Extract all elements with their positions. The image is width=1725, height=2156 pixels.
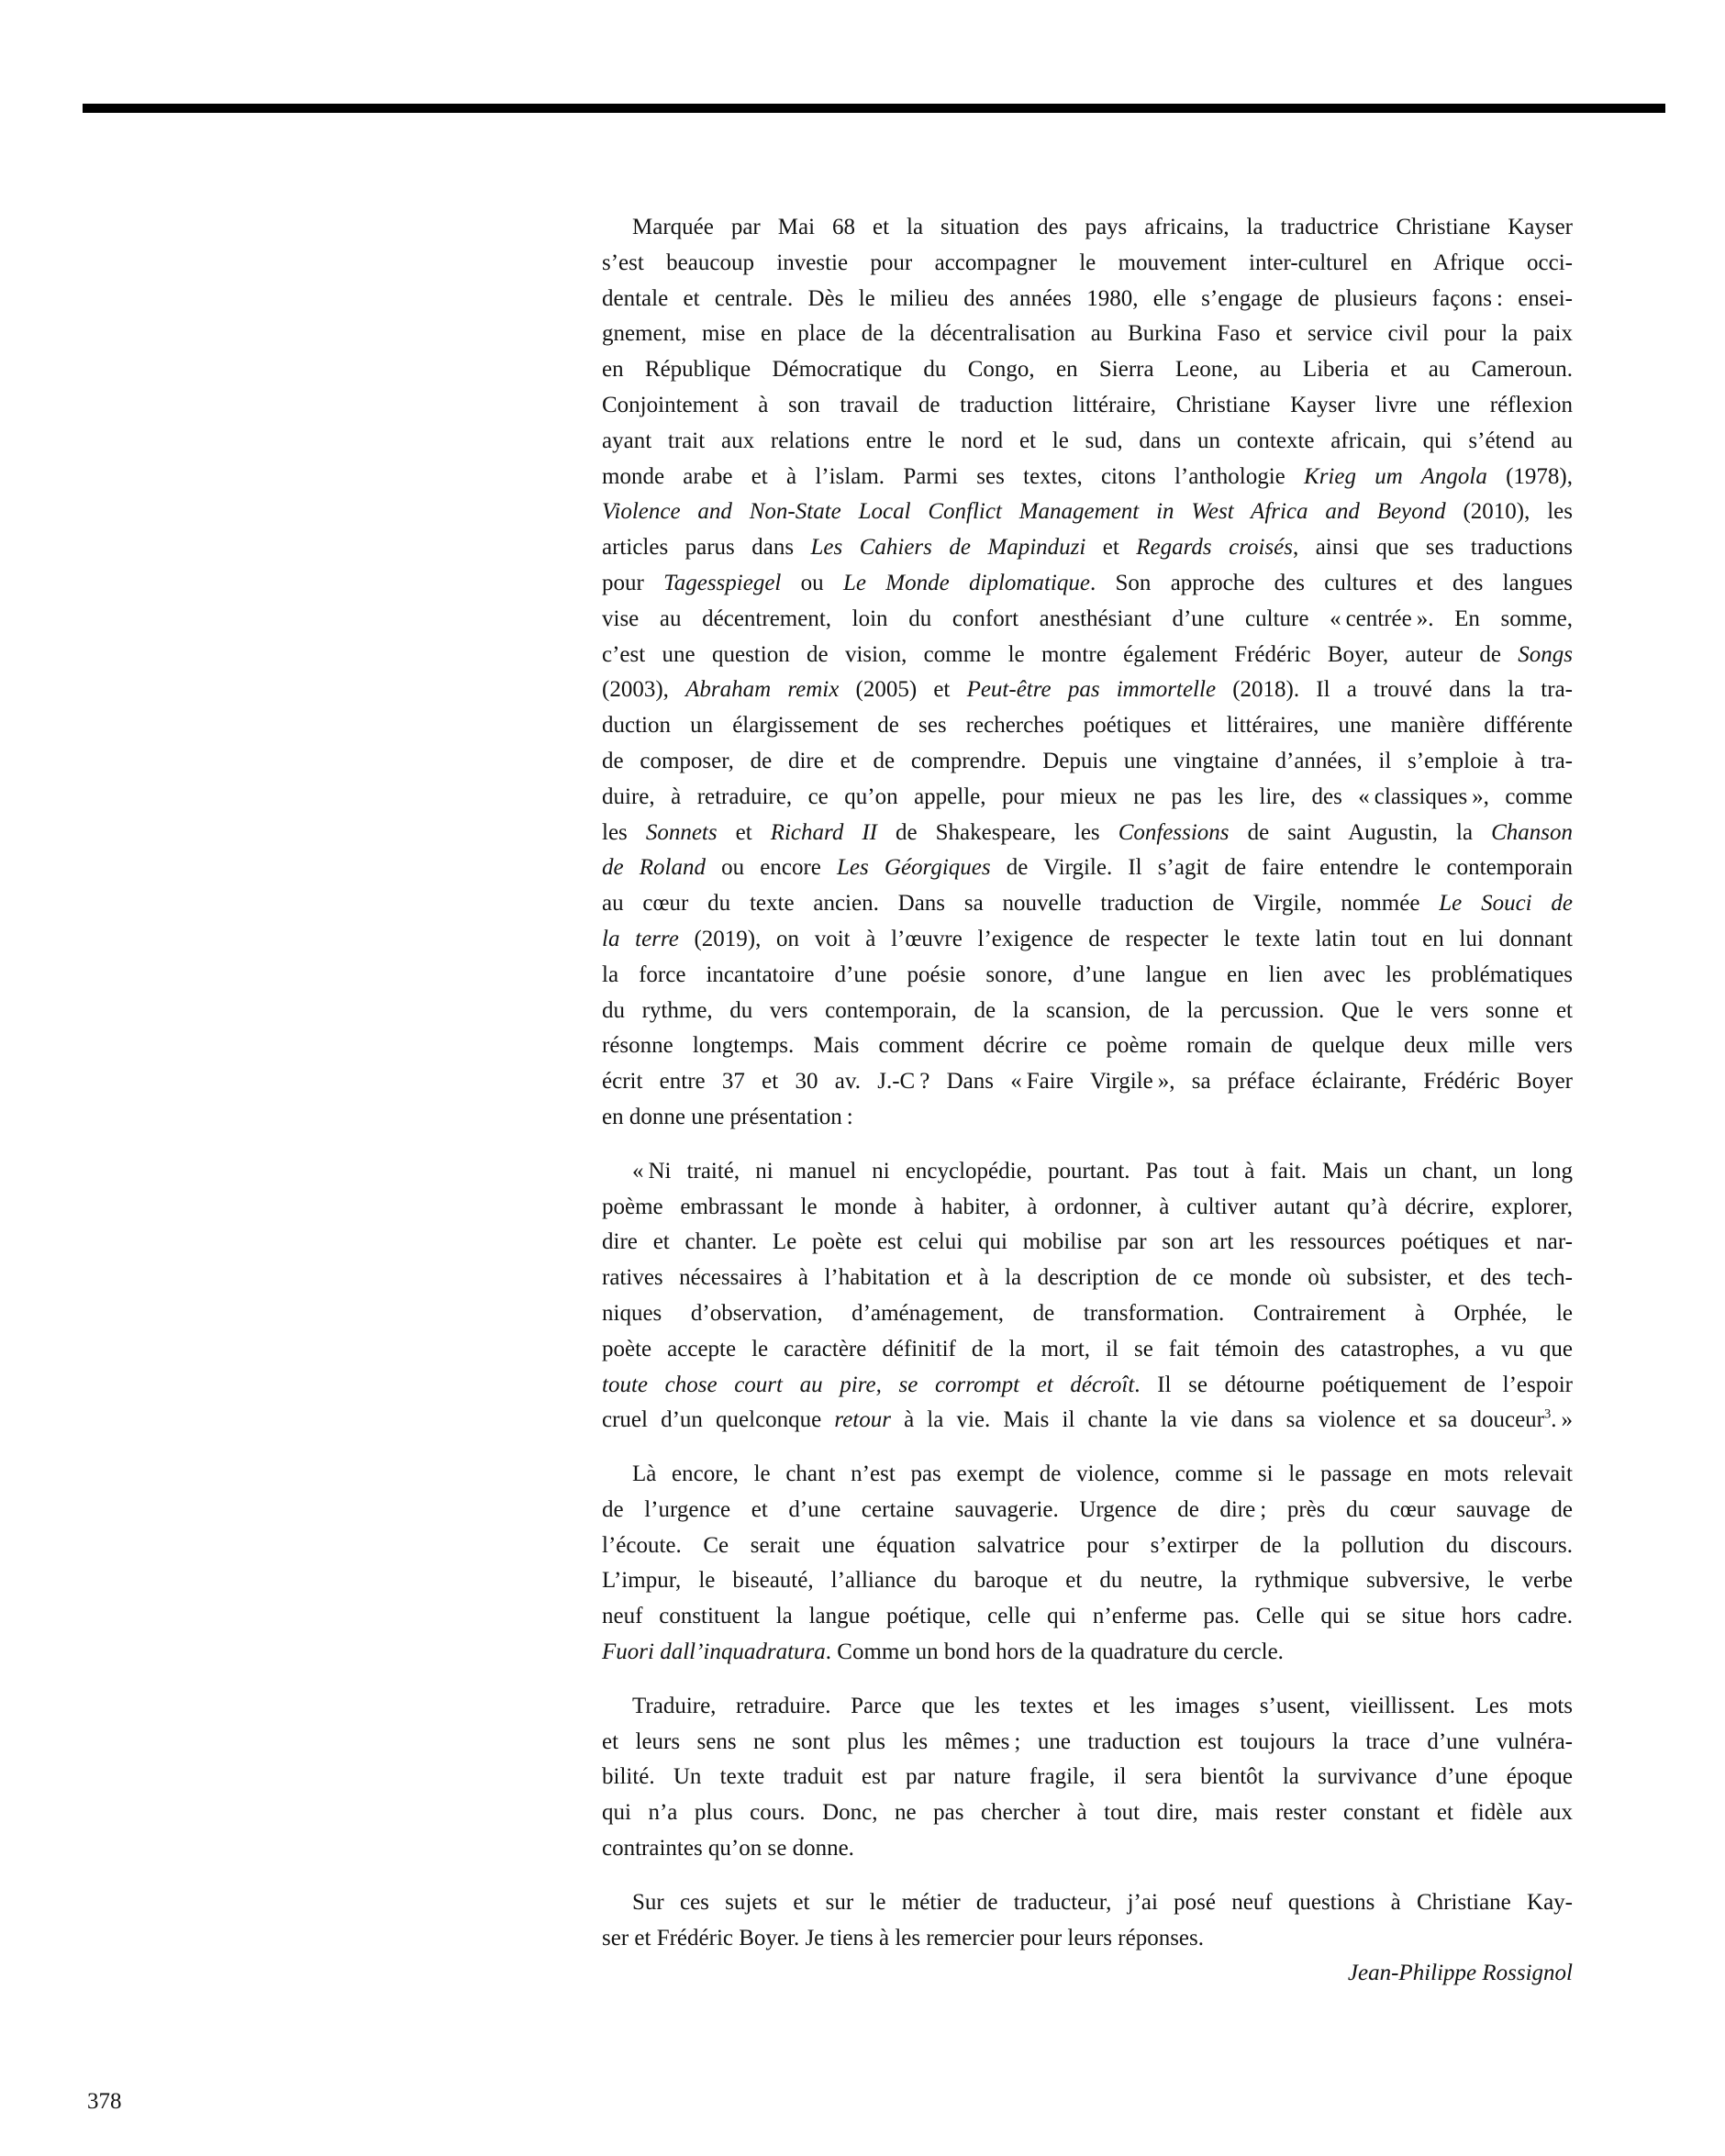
text-line: articles parus dans Les Cahiers de Mapinduzi et Regards croisés, ainsi que ses traductions xyxy=(602,535,1574,561)
text-line: s’est beaucoup investie pour accompagner le mouvement inter-culturel en Afrique occi- xyxy=(602,250,1573,275)
text-line: ser et Frédéric Boyer. Je tiens à les remercier pour leurs réponses. xyxy=(602,1925,1205,1950)
text-line: monde arabe et à l’islam. Parmi ses textes, citons l’anthologie Krieg um Angola (1978), xyxy=(602,463,1573,489)
text-line: résonne longtemps. Mais comment décrire ce poème romain de quelque deux mille vers xyxy=(602,1033,1573,1059)
text-line: de composer, de dire et de comprendre. Depuis une vingtaine d’années, il s’emploie à tra- xyxy=(602,748,1573,773)
text-line: contraintes qu’on se donne. xyxy=(602,1836,854,1861)
paragraph xyxy=(602,1457,1573,1671)
text-line: en République Démocratique du Congo, en Sierra Leone, au Liberia et au Cameroun. xyxy=(602,357,1573,383)
text-line: bilité. Un texte traduit est par nature fragile, il sera bientôt la survivance d’une époque xyxy=(602,1764,1573,1790)
text-line: du rythme, du vers contemporain, de la scansion, de la percussion. Que le vers sonne et xyxy=(602,997,1573,1023)
signature: Jean-Philippe Rossignol xyxy=(1347,1961,1573,1986)
text-line: vise au décentrement, loin du confort anesthésiant d’une culture « centrée ». En somme, xyxy=(602,606,1573,631)
text-line: poème embrassant le monde à habiter, à ordonner, à cultiver autant qu’à décrire, explorer, xyxy=(602,1194,1573,1219)
text-line: ratives nécessaires à l’habitation et à la description de ce monde où subsister, et des tech- xyxy=(602,1265,1573,1291)
paragraph xyxy=(602,210,1573,1136)
paragraph xyxy=(602,1154,1573,1439)
text-line: de l’urgence et d’une certaine sauvagerie. Urgence de dire ; près du cœur sauvage de xyxy=(602,1496,1573,1522)
text-line: Marquée par Mai 68 et la situation des pays africains, la traductrice Christiane Kayser xyxy=(632,215,1573,239)
text-line: dire et chanter. Le poète est celui qui mobilise par son art les ressources poétiques et nar- xyxy=(602,1229,1573,1255)
text-line: Conjointement à son travail de traduction littéraire, Christiane Kayser livre une réflexion xyxy=(602,392,1573,417)
text-line: ayant trait aux relations entre le nord et le sud, dans un contexte africain, qui s’étend au xyxy=(602,428,1573,453)
text-line: toute chose court au pire, se corrompt et décroît. Il se détourne poétiquement de l’espoir xyxy=(602,1372,1573,1397)
text-line: duire, à retraduire, ce qu’on appelle, pour mieux ne pas les lire, des « classiques », comme xyxy=(602,783,1573,809)
text-line: la terre (2019), on voit à l’œuvre l’exigence de respecter le texte latin tout en lui donnant xyxy=(602,926,1573,951)
text-line: Violence and Non-State Local Conflict Management in West Africa and Beyond (2010), les xyxy=(602,499,1573,525)
text-line: neuf constituent la langue poétique, celle qui n’enferme pas. Celle qui se situe hors cadre. xyxy=(602,1604,1573,1629)
paragraph xyxy=(602,1885,1573,1957)
text-line: et leurs sens ne sont plus les mêmes ; une traduction est toujours la trace d’une vulnéra- xyxy=(602,1728,1573,1754)
text-line: la force incantatoire d’une poésie sonore, d’une langue en lien avec les problématiques xyxy=(602,961,1573,987)
top-rule xyxy=(83,104,1665,113)
text-line: c’est une question de vision, comme le montre également Frédéric Boyer, auteur de Songs xyxy=(602,641,1573,667)
footnote-marker: 3 xyxy=(1543,1406,1552,1422)
text-block xyxy=(602,210,1573,1992)
text-line: cruel d’un quelconque retour à la vie. Mais il chante la vie dans sa violence et sa douceur$^3$. » xyxy=(602,1406,1573,1433)
text-line: écrit entre 37 et 30 av. J.-C ? Dans « Faire Virgile », sa préface éclairante, Frédéric Boyer xyxy=(602,1069,1573,1095)
page-number: 378 xyxy=(87,2089,122,2114)
text-line: pour Tagesspiegel ou Le Monde diplomatique. Son approche des cultures et des langues xyxy=(602,570,1574,595)
text-line: les Sonnets et Richard II de Shakespeare, les Confessions de saint Augustin, la Chanson xyxy=(602,819,1574,845)
text-line: Fuori dall’inquadratura. Comme un bond hors de la quadrature du cercle. xyxy=(602,1639,1284,1665)
text-line: (2003), Abraham remix (2005) et Peut-être pas immortelle (2018). Il a trouvé dans la tra- xyxy=(602,677,1573,703)
text-line: Traduire, retraduire. Parce que les textes et les images s’usent, vieillissent. Les mots xyxy=(632,1693,1573,1718)
text-line: qui n’a plus cours. Donc, ne pas chercher à tout dire, mais rester constant et fidèle aux xyxy=(602,1800,1573,1826)
text-line: dentale et centrale. Dès le milieu des années 1980, elle s’engage de plusieurs façons : ensei- xyxy=(602,285,1573,311)
text-line: poète accepte le caractère définitif de la mort, il se fait témoin des catastrophes, a vu que xyxy=(602,1336,1573,1361)
paragraph xyxy=(602,1689,1573,1867)
text-line: niques d’observation, d’aménagement, de transformation. Contrairement à Orphée, le xyxy=(602,1300,1573,1326)
text-line: L’impur, le biseauté, l’alliance du baroque et du neutre, la rythmique subversive, le verbe xyxy=(602,1568,1573,1594)
text-line: Sur ces sujets et sur le métier de traducteur, j’ai posé neuf questions à Christiane Kay- xyxy=(632,1889,1573,1915)
text-line: « Ni traité, ni manuel ni encyclopédie, pourtant. Pas tout à fait. Mais un chant, un long xyxy=(632,1158,1573,1184)
text-line: l’écoute. Ce serait une équation salvatrice pour s’extirper de la pollution du discours. xyxy=(602,1532,1573,1558)
text-line: duction un élargissement de ses recherches poétiques et littéraires, une manière différente xyxy=(602,713,1573,739)
text-line: au cœur du texte ancien. Dans sa nouvelle traduction de Virgile, nommée Le Souci de xyxy=(602,891,1574,917)
text-line: Là encore, le chant n’est pas exempt de violence, comme si le passage en mots relevait xyxy=(632,1461,1573,1487)
text-line: de Roland ou encore Les Géorgiques de Virgile. Il s’agit de faire entendre le contemporain xyxy=(602,855,1573,881)
text-line: gnement, mise en place de la décentralisation au Burkina Faso et service civil pour la paix xyxy=(602,321,1573,347)
text-line: en donne une présentation : xyxy=(602,1104,853,1129)
